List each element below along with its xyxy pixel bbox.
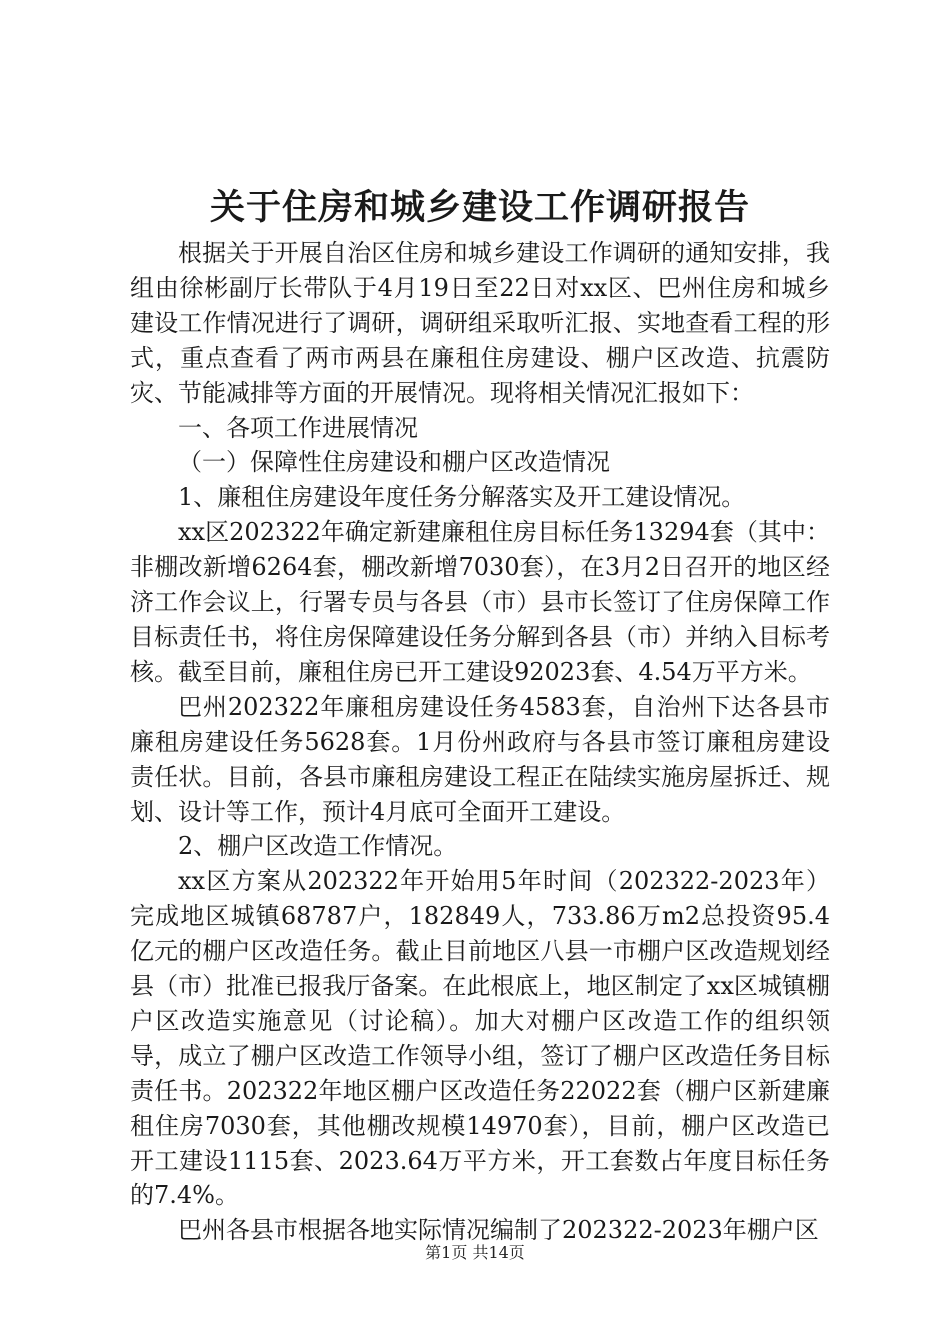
paragraph-bazhou-rental-housing: 巴州202322年廉租房建设任务4583套，自治州下达各县市廉租房建设任务5628套。1月份州政府与各县市签订廉租房建设责任状。目前，各县市廉租房建设工程正在陆续实施房屋拆迁、规划、设计等工作，预计4月底可全面开工建设。 bbox=[130, 692, 830, 826]
paragraph-intro: 根据关于开展自治区住房和城乡建设工作调研的通知安排，我组由徐彬副厅长带队于4月19日至22日对xx区、巴州住房和城乡建设工作情况进行了调研，调研组采取听汇报、实地查看工程的形式，重点查看了两市两县在廉租住房建设、棚户区改造、抗震防灾、节能减排等方面的开展情况。现将相关情况汇报如下： bbox=[130, 239, 830, 407]
paragraph-bazhou-shantytown: 巴州各县市根据各地实际情况编制了202322-2023年棚户区 bbox=[178, 1216, 819, 1245]
heading-item-2: 2、棚户区改造工作情况。 bbox=[178, 832, 458, 861]
paragraph-xx-shantytown: xx区方案从202322年开始用5年时间（202322-2023年）完成地区城镇68787户，182849人，733.86万m2总投资95.4亿元的棚户区改造任务。截止目前地区八县一市棚户区改造规划经县（市）批准已报我厅备案。在此根底上，地区制定了xx区城镇棚户区改造实施意见（讨论稿）。加大对棚户区改造工作的组织领导，成立了棚户区改造工作领导小组，签订了棚户区改造任务目标责任书。202322年地区棚户区改造任务22022套（棚户区新建廉租住房7030套，其他棚改规模14970套），目前，棚户区改造已开工建设1115套、2023.64万平方米，开工套数占年度目标任务的7.4%。 bbox=[130, 867, 830, 1210]
document-page bbox=[130, 180, 830, 1248]
document-title: 关于住房和城乡建设工作调研报告 bbox=[209, 187, 750, 228]
heading-section-1: 一、各项工作进展情况 bbox=[178, 413, 418, 442]
page-number-footer: 第1页 共14页 bbox=[425, 1243, 525, 1262]
heading-item-1: 1、廉租住房建设年度任务分解落实及开工建设情况。 bbox=[178, 483, 746, 512]
paragraph-xx-rental-housing: xx区202322年确定新建廉租住房目标任务13294套（其中：非棚改新增6264套，棚改新增7030套），在3月2日召开的地区经济工作会议上，行署专员与各县（市）县市长签订了住房保障工作目标责任书，将住房保障建设任务分解到各县（市）并纳入目标考核。截至目前，廉租住房已开工建设92023套、4.54万平方米。 bbox=[130, 518, 830, 686]
heading-subsection-1: （一）保障性住房建设和棚户区改造情况 bbox=[178, 448, 610, 477]
document-body bbox=[130, 236, 830, 1248]
